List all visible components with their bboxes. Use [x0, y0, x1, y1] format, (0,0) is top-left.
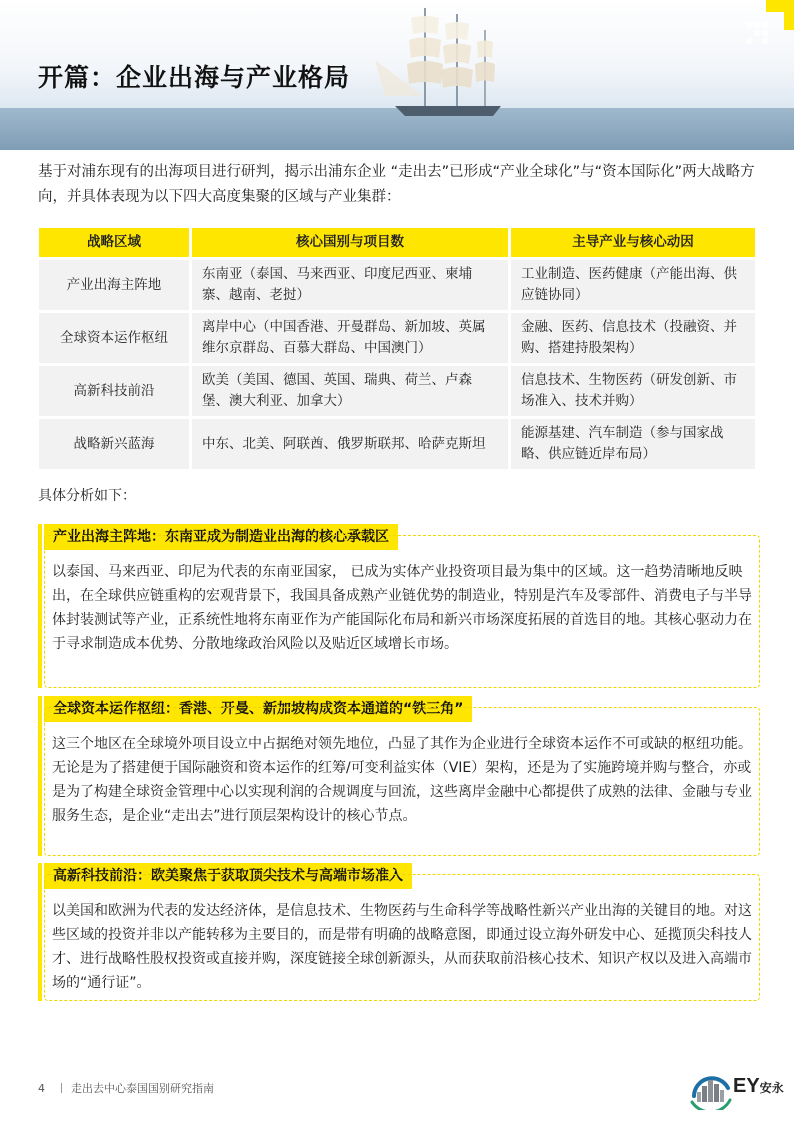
logo-chinese-text: 安永	[759, 1081, 784, 1095]
section-body-box	[44, 535, 760, 688]
table-header-row	[39, 228, 755, 257]
page-number: 4	[38, 1082, 45, 1095]
table-cell-countries: 欧美（美国、德国、英国、瑞典、荷兰、卢森堡、澳大利亚、加拿大）	[192, 366, 508, 416]
table-row	[39, 260, 755, 310]
table-cell-region: 战略新兴蓝海	[39, 419, 189, 469]
table-cell-region: 全球资本运作枢纽	[39, 313, 189, 363]
section-accent-bar	[38, 696, 42, 856]
table-cell-region: 产业出海主阵地	[39, 260, 189, 310]
table-row	[39, 419, 755, 469]
section-heading: 产业出海主阵地：东南亚成为制造业出海的核心承载区	[44, 524, 398, 550]
section-body: 这三个地区在全球境外项目设立中占据绝对领先地位，凸显了其作为企业进行全球资本运作不可或缺的枢纽功能。无论是为了搭建便于国际融资和资本运作的红筹/可变利益实体（VIE）架构，还是为了实施跨境并购与整合，亦或是为了构建全球资金管理中心以实现利润的合规调度与回流，这些离岸金融中心都提供了成熟的法律、金融与专业服务生态，是企业“走出去”进行顶层架构设计的核心节点。	[52, 736, 752, 824]
section-tech-frontier	[38, 863, 760, 1001]
table-row	[39, 366, 755, 416]
table-header: 核心国别与项目数	[192, 228, 508, 257]
ey-logo	[733, 1075, 784, 1098]
analysis-subheading: 具体分析如下：	[38, 488, 136, 504]
corner-accent	[784, 0, 794, 30]
section-accent-bar	[38, 863, 42, 1001]
section-offshore-hubs	[38, 696, 760, 856]
page-footer	[38, 1080, 214, 1096]
section-heading: 全球资本运作枢纽：香港、开曼、新加坡构成资本通道的“铁三角”	[44, 696, 472, 722]
page-title: 开篇：企业出海与产业格局	[38, 63, 351, 92]
table-cell-industry: 能源基建、汽车制造（参与国家战略、供应链近岸布局）	[511, 419, 755, 469]
table-cell-industry: 金融、医药、信息技术（投融资、并购、搭建持股架构）	[511, 313, 755, 363]
table-row	[39, 313, 755, 363]
document-title: 走出去中心泰国国别研究指南	[71, 1082, 214, 1095]
footer-divider	[61, 1083, 62, 1093]
table-cell-region: 高新科技前沿	[39, 366, 189, 416]
section-body: 以美国和欧洲为代表的发达经济体，是信息技术、生物医药与生命科学等战略性新兴产业出海的关键目的地。对这些区域的投资并非以产能转移为主要目的，而是带有明确的战略意图，即通过设立海外研发中心、延揽顶尖科技人才、进行战略性股权投资或直接并购，深度链接全球创新源头，从而获取前沿核心技术、知识产权以及进入高端市场的“通行证”。	[52, 903, 752, 991]
section-body: 以泰国、马来西亚、印尼为代表的东南亚国家， 已成为实体产业投资项目最为集中的区域。这一趋势清晰地反映出，在全球供应链重构的宏观背景下，我国具备成熟产业链优势的制造业，特别是汽车及零部件、消费电子与半导体封装测试等产业，正系统性地将东南亚作为产能国际化布局和新兴市场深度拓展的首选目的地。其核心驱动力在于寻求制造成本优势、分散地缘政治风险以及贴近区域增长市场。	[52, 564, 752, 652]
section-accent-bar	[38, 524, 42, 688]
table-cell-countries: 东南亚（泰国、马来西亚、印度尼西亚、柬埔寨、越南、老挝）	[192, 260, 508, 310]
section-heading: 高新科技前沿：欧美聚焦于获取顶尖技术与高端市场准入	[44, 863, 412, 889]
sailing-ship-image	[365, 0, 515, 130]
pixel-pattern-icon	[744, 20, 774, 50]
logo-text: EY	[733, 1075, 760, 1097]
strategy-table	[36, 225, 758, 472]
table-header: 战略区域	[39, 228, 189, 257]
section-body-box	[44, 707, 760, 856]
table-cell-industry: 信息技术、生物医药（研发创新、市场准入、技术并购）	[511, 366, 755, 416]
intro-paragraph: 基于对浦东现有的出海项目进行研判，揭示出浦东企业 “走出去”已形成“产业全球化”与“资本国际化”两大战略方向，并具体表现为以下四大高度集聚的区域与产业集群：	[38, 164, 755, 205]
table-cell-countries: 离岸中心（中国香港、开曼群岛、新加坡、英属维尔京群岛、百慕大群岛、中国澳门）	[192, 313, 508, 363]
section-southeast-asia	[38, 524, 760, 688]
city-skyline-logo-icon	[688, 1066, 736, 1110]
table-cell-countries: 中东、北美、阿联酋、俄罗斯联邦、哈萨克斯坦	[192, 419, 508, 469]
section-body-box	[44, 874, 760, 1001]
table-cell-industry: 工业制造、医药健康（产能出海、供应链协同）	[511, 260, 755, 310]
table-header: 主导产业与核心动因	[511, 228, 755, 257]
